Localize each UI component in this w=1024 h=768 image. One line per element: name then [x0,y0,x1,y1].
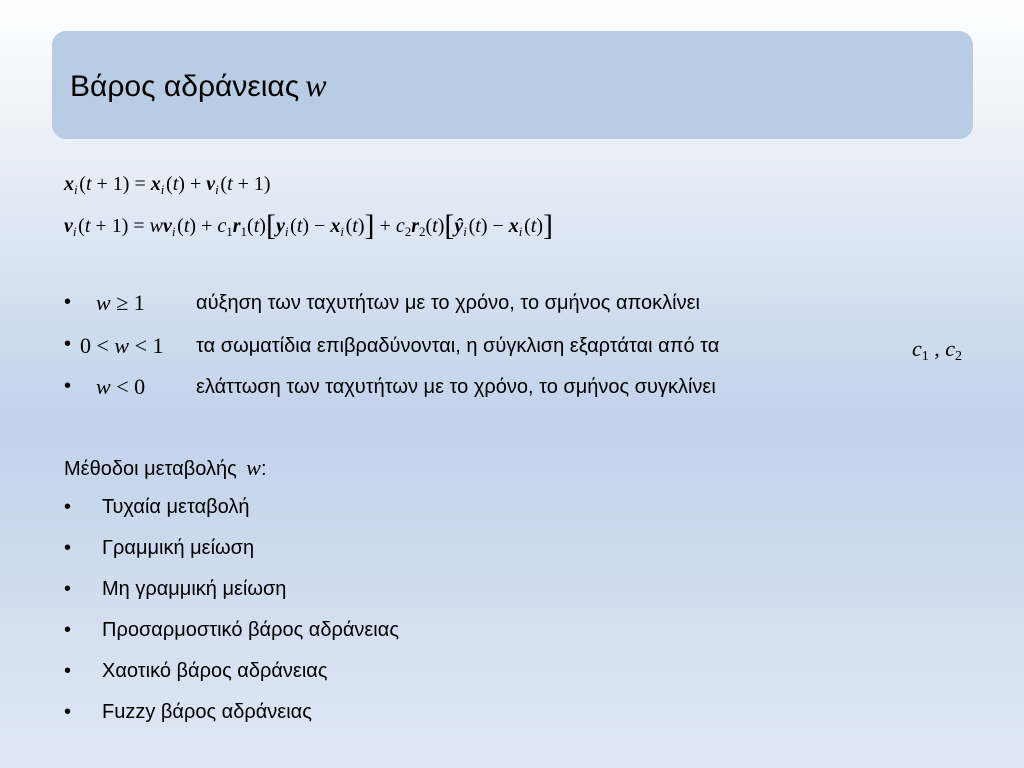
method-item [64,660,327,683]
condition-w-ge-1: w ≥ 1 [96,290,145,315]
bullet-icon: • [64,496,72,518]
condition-description: τα σωματίδια επιβραδύνονται, η σύγκλιση εξαρτάται από τα [196,335,720,357]
bullet-icon: • [64,537,72,559]
method-label: Μη γραμμική μείωση [102,578,287,600]
method-label: Fuzzy βάρος αδράνειας [102,701,312,723]
method-item [64,537,254,560]
title-variable: w [305,67,327,103]
method-item [64,496,250,519]
method-item [64,578,286,601]
method-label: Γραμμική μείωση [102,537,255,559]
bullet-icon: • [64,701,72,723]
bullet-icon: • [64,291,72,313]
methods-heading [64,455,267,481]
bullet-icon: • [64,660,72,682]
slide-title [70,67,327,105]
bullet-icon: • [64,578,72,600]
equation-position-update: $x_i$ $(t + 1) = x_i$ $(t) + v_i$ (t + 1) [64,173,271,197]
condition-description: αύξηση των ταχυτήτων με το χρόνο, το σμήνος αποκλίνει [196,292,700,314]
equation-velocity-update: $v_i$ $(t + 1) = wv_i$ $(t) + c_1r_1(t)[y_i$ $(t) - x_i$ $(t)] + c_2r_2(t)[ŷ_i$ $(t) - x_i$ (t)] [64,209,553,242]
methods-variable: w [246,455,261,480]
condition-description: ελάττωση των ταχυτήτων με το χρόνο, το σμήνος συγκλίνει [196,376,716,398]
title-band [52,31,973,139]
method-label: Χαοτικό βάρος αδράνειας [102,660,328,682]
method-item [64,619,399,642]
method-label: Τυχαία μεταβολή [102,496,250,518]
condition-w-between: 0 < w < 1 [80,333,164,358]
condition-w-lt-0: w < 0 [96,374,146,399]
bullet-icon: • [64,375,72,397]
methods-colon: : [260,458,267,480]
method-item [64,701,312,724]
methods-heading-text: Μέθοδοι μεταβολής [64,458,237,480]
method-label: Προσαρμοστικό βάρος αδράνειας [102,619,399,641]
bullet-icon: • [64,619,72,641]
title-text: Βάρος αδράνειας [70,70,300,103]
coefficients-c1-c2: $c_1$ , $c_2$ [912,336,963,364]
bullet-icon: • [64,333,72,355]
